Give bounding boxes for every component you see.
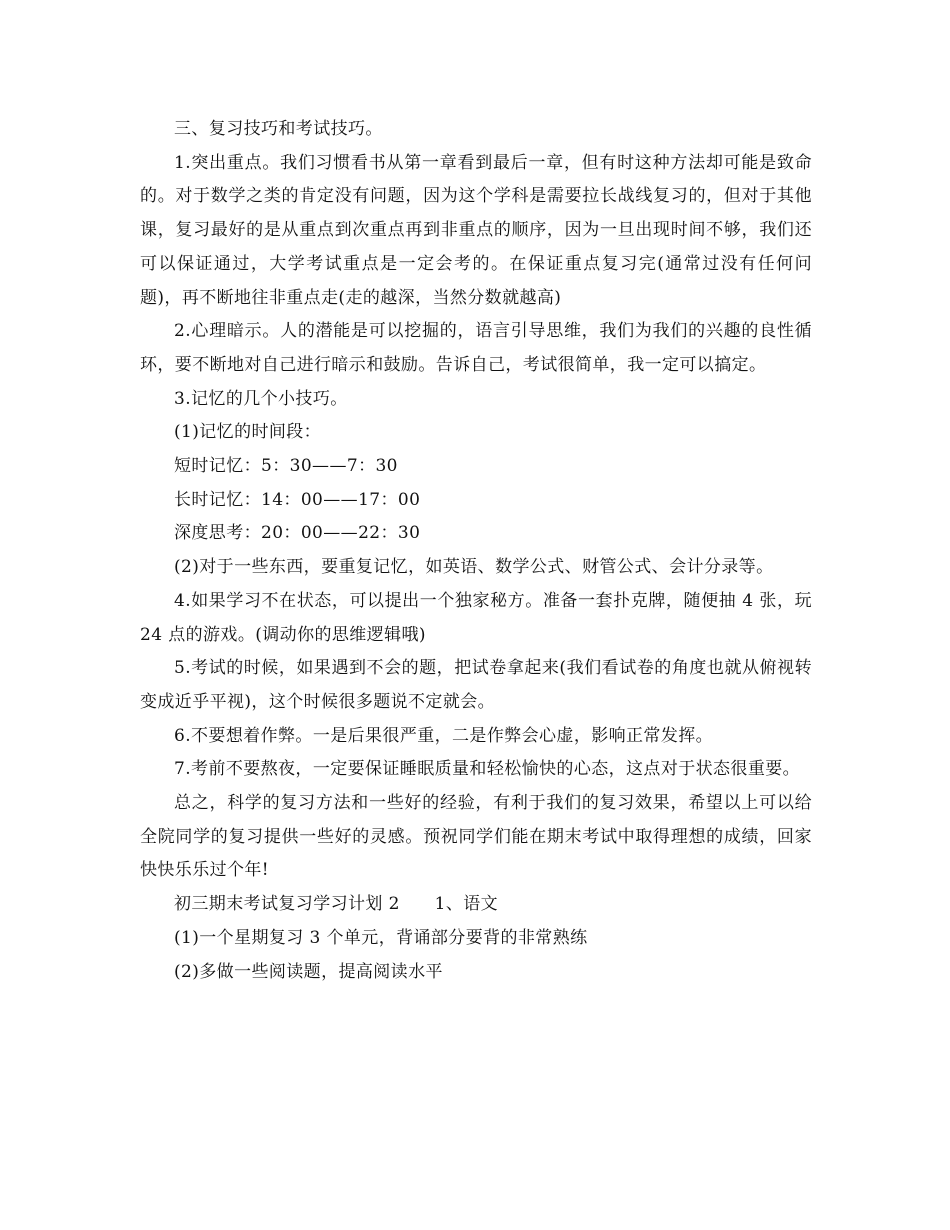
paragraph-short-term: 短时记忆：5：30——7：30	[174, 456, 398, 477]
paragraph-chinese-2: (2)多做一些阅读题，提高阅读水平	[174, 961, 443, 982]
paragraph-chinese-1: (1)一个星期复习 3 个单元，背诵部分要背的非常熟练	[174, 927, 588, 948]
paragraph-tip-3: 3.记忆的几个小技巧。	[174, 388, 348, 409]
document-body	[140, 113, 818, 989]
paragraph-tip-6: 6.不要想着作弊。一是后果很严重，二是作弊会心虚，影响正常发挥。	[174, 725, 714, 746]
paragraph-memory-periods: (1)记忆的时间段：	[174, 422, 322, 443]
paragraph-summary: 总之，科学的复习方法和一些好的经验，有利于我们的复习效果，希望以上可以给全院同学的复习提供一些好的灵感。预祝同学们能在期末考试中取得理想的成绩，回家快快乐乐过个年!	[140, 793, 812, 881]
paragraph-tip-2: 2.心理暗示。人的潜能是可以挖掘的，语言引导思维，我们为我们的兴趣的良性循环，要不断地对自己进行暗示和鼓励。告诉自己，考试很简单，我一定可以搞定。	[140, 321, 812, 375]
paragraph-long-term: 长时记忆：14：00——17：00	[174, 489, 421, 510]
paragraph-tip-1: 1.突出重点。我们习惯看书从第一章看到最后一章，但有时这种方法却可能是致命的。对于数学之类的肯定没有问题，因为这个学科是需要拉长战线复习的，但对于其他课，复习最好的是从重点到次重点再到非重点的顺序，因为一旦出现时间不够，我们还可以保证通过，大学考试重点是一定会考的。在保证重点复习完(通常过没有任何问题)，再不断地往非重点走(走的越深，当然分数就越高)	[140, 152, 812, 308]
section-heading: 三、复习技巧和考试技巧。	[174, 119, 383, 139]
paragraph-tip-5: 5.考试的时候，如果遇到不会的题，把试卷拿起来(我们看试卷的角度也就从俯视转变成近乎平视)，这个时候很多题说不定就会。	[140, 658, 812, 712]
plan-title: 初三期末考试复习学习计划 2 1、语文	[174, 894, 499, 915]
paragraph-repetition: (2)对于一些东西，要重复记忆，如英语、数学公式、财管公式、会计分录等。	[174, 557, 774, 578]
paragraph-tip-7: 7.考前不要熬夜，一定要保证睡眠质量和轻松愉快的心态，这点对于状态很重要。	[174, 759, 801, 780]
paragraph-deep-thinking: 深度思考：20：00——22：30	[174, 523, 421, 544]
paragraph-tip-4: 4.如果学习不在状态，可以提出一个独家秘方。准备一套扑克牌，随便抽 4 张，玩 24 点的游戏。(调动你的思维逻辑哦)	[140, 590, 818, 645]
